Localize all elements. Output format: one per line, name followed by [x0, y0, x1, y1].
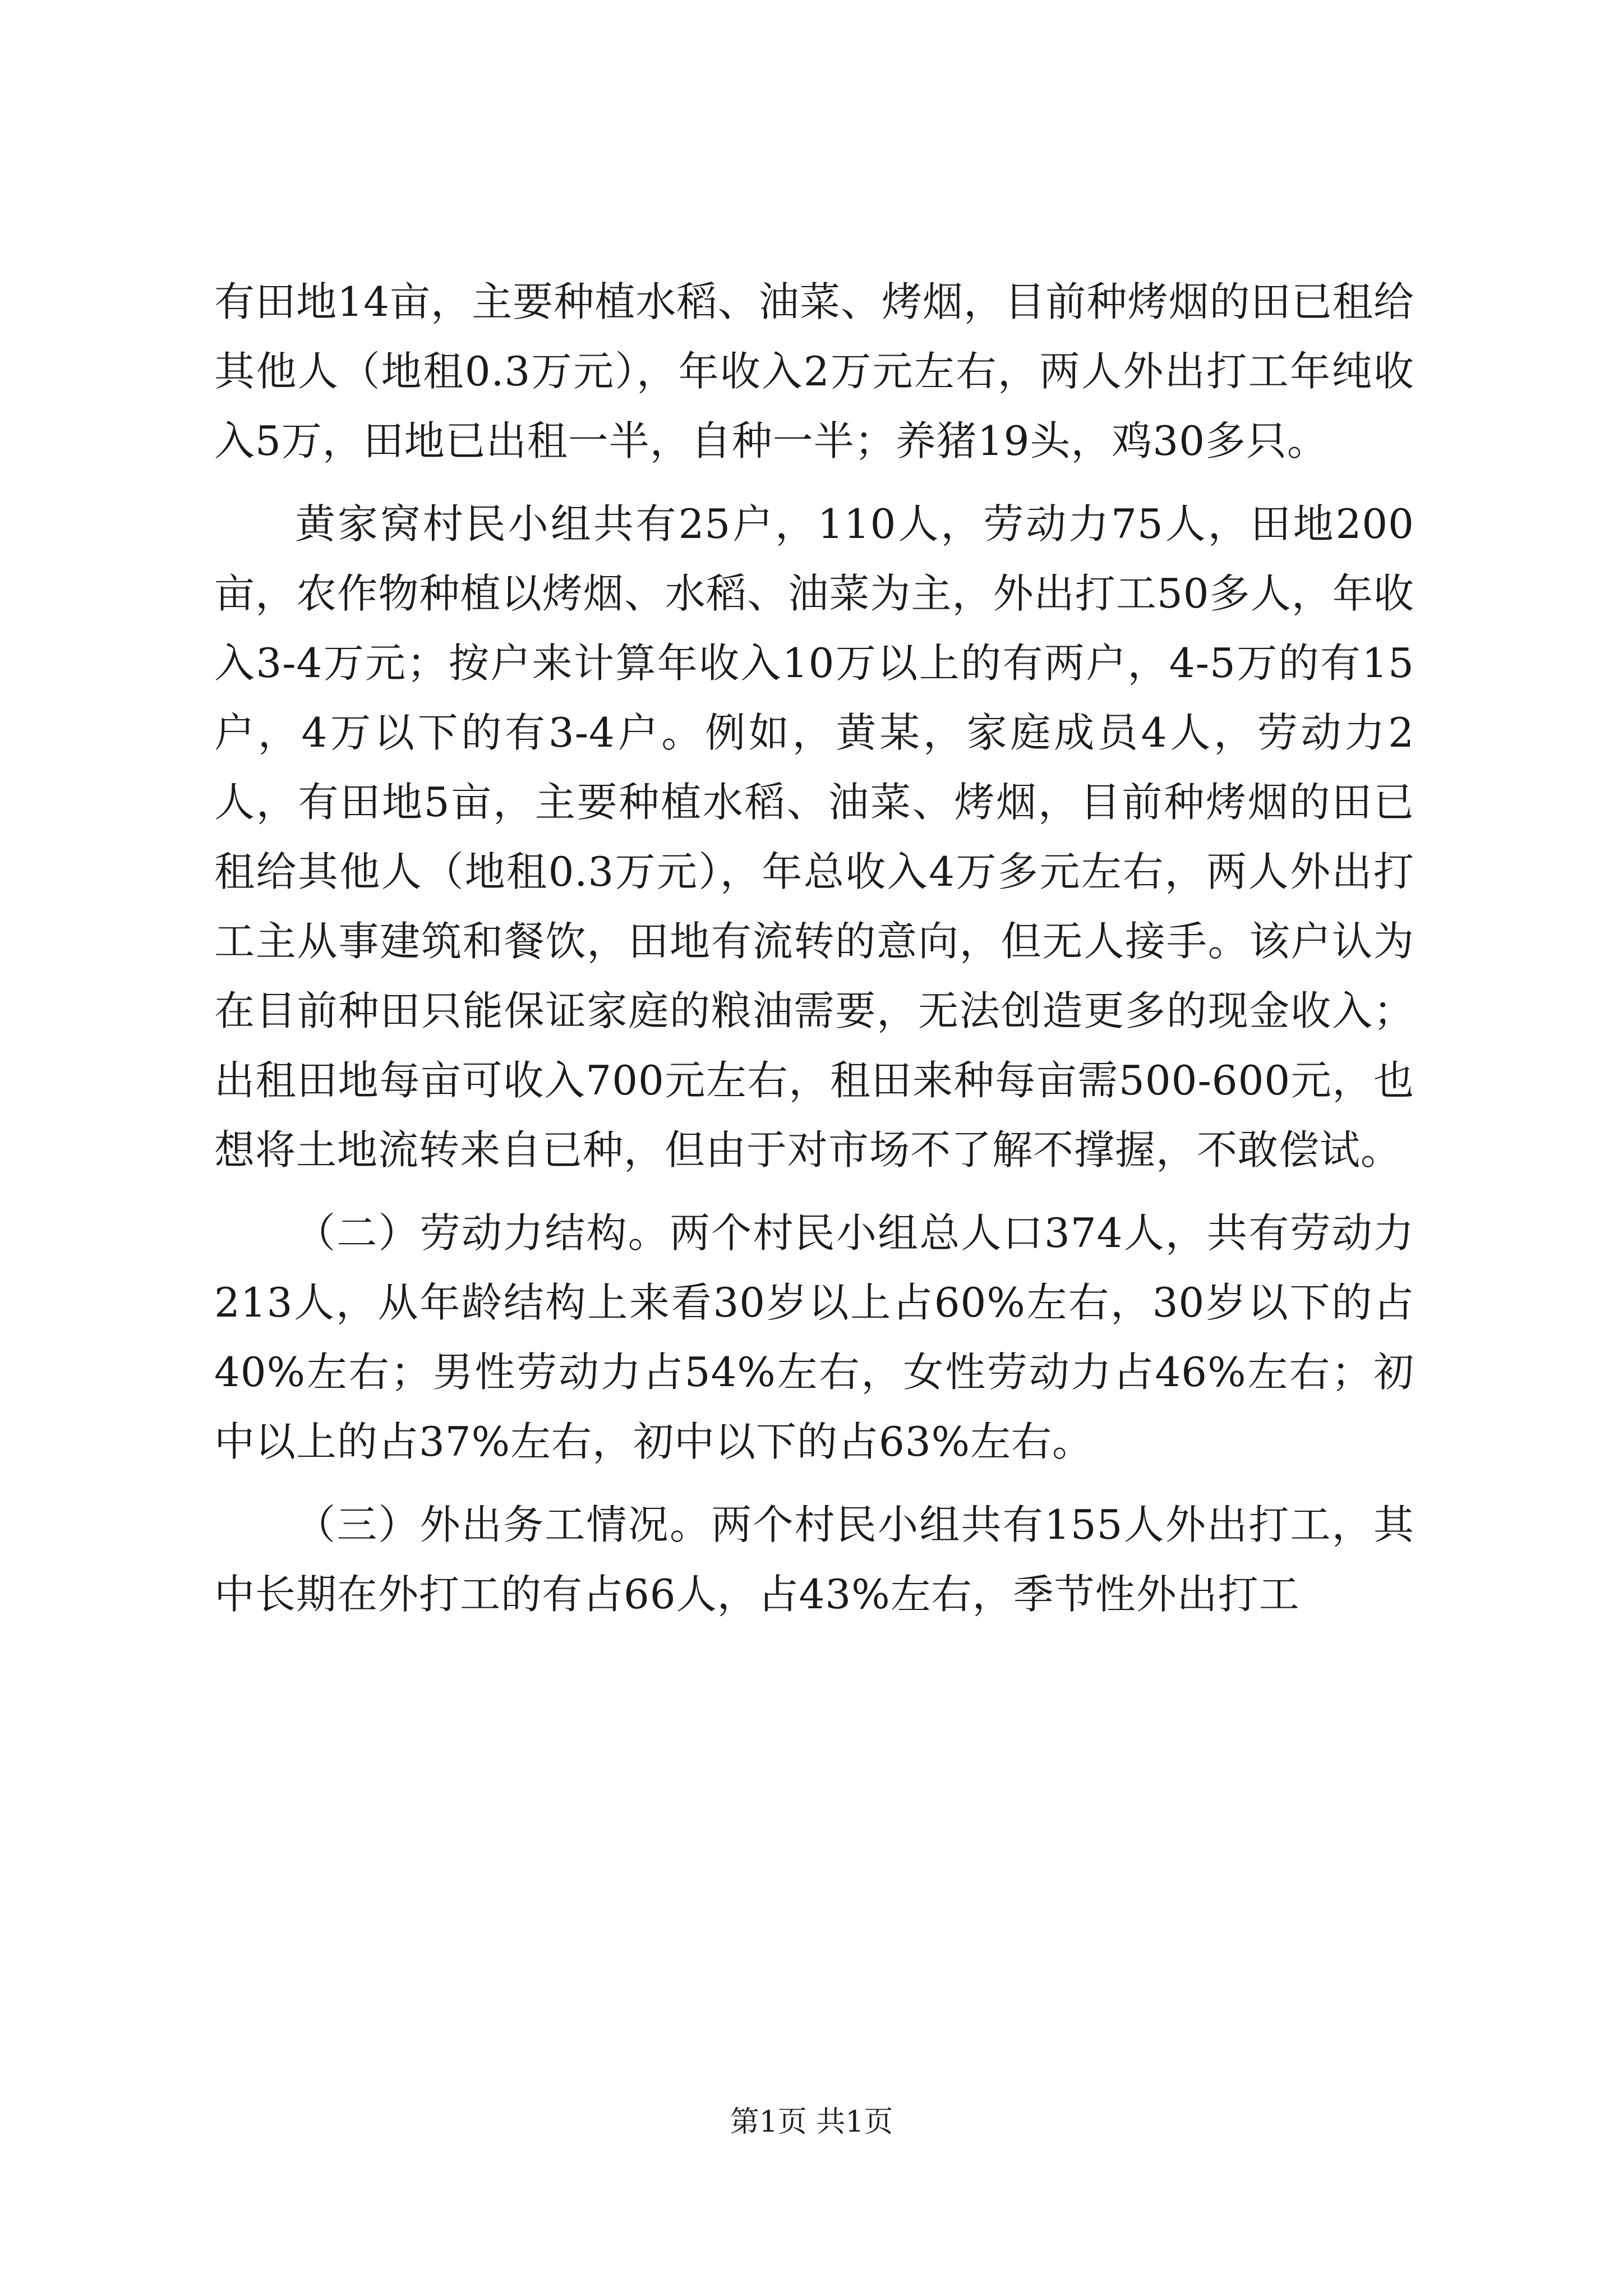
document-body: [214, 267, 1414, 1629]
paragraph-labor-structure: （二）劳动力结构。两个村民小组总人口374人，共有劳动力213人，从年龄结构上来看30岁以上占60%左右，30岁以下的占40%左右；男性劳动力占54%左右，女性劳动力占46%左右；初中以上的占37%左右，初中以下的占63%左右。: [214, 1209, 1414, 1465]
paragraph-continuation: 有田地14亩，主要种植水稻、油菜、烤烟，目前种烤烟的田已租给其他人（地租0.3万元），年收入2万元左右，两人外出打工年纯收入5万，田地已出租一半，自种一半；养猪19头，鸡30多只。: [214, 278, 1414, 464]
page-footer: 第1页 共1页: [730, 2105, 893, 2139]
paragraph-huangjiawo-group: 黄家窝村民小组共有25户，110人，劳动力75人，田地200亩，农作物种植以烤烟、水稻、油菜为主，外出打工50多人，年收入3-4万元；按户来计算年收入10万以上的有两户，4-5万的有15户，4万以下的有3-4户。例如，黄某，家庭成员4人，劳动力2人，有田地5亩，主要种植水稻、油菜、烤烟，目前种烤烟的田已租给其他人（地租0.3万元），年总收入4万多元左右，两人外出打工主从事建筑和餐饮，田地有流转的意向，但无人接手。该户认为在目前种田只能保证家庭的粮油需要，无法创造更多的现金收入；出租田地每亩可收入700元左右，租田来种每亩需500-600元，也想将土地流转来自已种，但由于对市场不了解不撑握，不敢偿试。: [214, 500, 1414, 1174]
paragraph-migrant-work: （三）外出务工情况。两个村民小组共有155人外出打工，其中长期在外打工的有占66人，占43%左右，季节性外出打工: [214, 1501, 1414, 1618]
